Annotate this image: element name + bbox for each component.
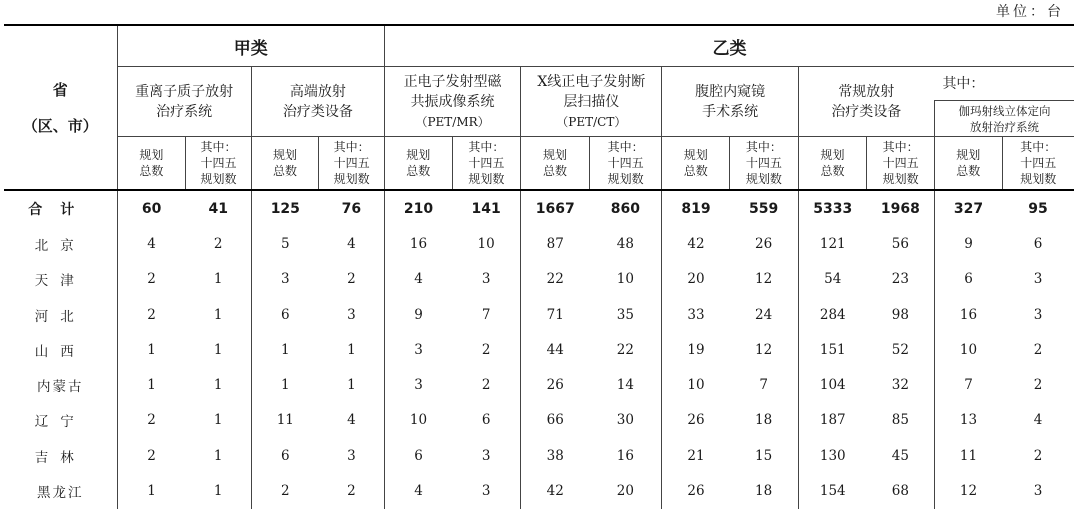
province-header xyxy=(4,25,117,190)
device-laparoscope-header xyxy=(662,67,798,137)
table-body xyxy=(4,190,1074,509)
province-name: 北京 xyxy=(34,237,86,254)
value-cell: 3 xyxy=(347,447,356,464)
value-cell: 52 xyxy=(891,341,909,358)
table-row xyxy=(4,332,1074,367)
value-cell: 2 xyxy=(213,235,223,252)
value-cell: 68 xyxy=(891,483,909,500)
province-name: 辽宁 xyxy=(34,414,86,431)
value-cell: 1 xyxy=(213,306,223,323)
value-cell: 48 xyxy=(616,235,634,252)
value-cell: 30 xyxy=(616,412,634,429)
planned-14th-header xyxy=(589,137,662,191)
value-cell: 2 xyxy=(117,438,186,473)
value-cell: 22 xyxy=(521,262,590,297)
device-high-end-radiotherapy-header xyxy=(251,67,384,137)
device-heavy-ion-line2: 治疗系统 xyxy=(156,103,213,120)
value-cell: 6 xyxy=(481,412,491,429)
value-cell: 26 xyxy=(662,473,730,508)
table-row xyxy=(4,403,1074,438)
value-cell: 2 xyxy=(251,473,319,508)
value-cell: 9 xyxy=(934,226,1002,261)
province-name: 吉林 xyxy=(34,449,86,466)
value-cell: 6 xyxy=(934,262,1002,297)
value-cell: 4 xyxy=(117,226,186,261)
value-cell: 1 xyxy=(117,367,186,402)
planned-total-line1: 规划 xyxy=(542,148,567,162)
device-high-end-line1: 高端放射 xyxy=(289,83,346,100)
value-cell: 20 xyxy=(662,262,730,297)
planned-14th-line3: 规划数 xyxy=(1020,172,1057,186)
value-cell: 26 xyxy=(662,403,730,438)
value-cell: 1 xyxy=(251,332,319,367)
value-cell: 44 xyxy=(521,332,590,367)
planned-14th-line2: 十四五 xyxy=(333,156,370,170)
value-cell: 71 xyxy=(521,297,590,332)
value-cell: 1 xyxy=(213,377,223,394)
value-cell: 10 xyxy=(384,403,452,438)
planned-total-line1: 规划 xyxy=(683,148,708,162)
device-pet-ct-line3: （PET/CT） xyxy=(556,114,627,129)
planned-14th-line3: 规划数 xyxy=(468,172,505,186)
value-cell: 104 xyxy=(798,367,867,402)
value-cell: 22 xyxy=(616,341,634,358)
value-cell: 11 xyxy=(934,438,1002,473)
province-header-line2: （区、市） xyxy=(22,116,98,135)
value-cell: 2 xyxy=(117,403,186,438)
value-cell: 56 xyxy=(891,235,909,252)
province-name: 内蒙古 xyxy=(37,379,84,396)
device-conventional-line2: 治疗类设备 xyxy=(831,103,902,120)
value-cell: 11 xyxy=(251,403,319,438)
device-pet-mr-line3: （PET/MR） xyxy=(415,114,490,129)
table-row xyxy=(4,262,1074,297)
device-pet-mr-line2: 共振成像系统 xyxy=(410,93,495,110)
value-cell: 3 xyxy=(481,447,491,464)
value-cell: 3 xyxy=(251,262,319,297)
planned-total-header xyxy=(117,137,186,191)
value-cell: 10 xyxy=(616,271,634,288)
value-cell: 54 xyxy=(798,262,867,297)
province-header-line1: 省 xyxy=(52,80,68,99)
gamma-knife-line1: 伽玛射线立体定向 xyxy=(958,103,1051,118)
value-cell: 12 xyxy=(755,341,773,358)
planned-14th-line3: 规划数 xyxy=(882,172,919,186)
planned-total-line2: 总数 xyxy=(820,164,845,178)
value-cell: 60 xyxy=(117,190,186,226)
planned-total-line1: 规划 xyxy=(273,148,298,162)
value-cell: 2 xyxy=(117,297,186,332)
value-cell: 6 xyxy=(251,297,319,332)
value-cell: 1 xyxy=(213,341,223,358)
value-cell: 38 xyxy=(521,438,590,473)
gamma-knife-line2: 放射治疗系统 xyxy=(969,119,1039,134)
value-cell: 4 xyxy=(384,262,452,297)
value-cell: 45 xyxy=(891,447,909,464)
device-conventional-radiotherapy-header xyxy=(798,67,934,137)
value-cell: 7 xyxy=(759,377,768,394)
planned-14th-line3: 规划数 xyxy=(200,172,237,186)
planned-total-line1: 规划 xyxy=(956,148,981,162)
planned-14th-line2: 十四五 xyxy=(468,156,505,170)
value-cell: 6 xyxy=(1033,235,1043,252)
planned-14th-line3: 规划数 xyxy=(745,172,782,186)
value-cell: 284 xyxy=(798,297,867,332)
value-cell: 66 xyxy=(521,403,590,438)
value-cell: 3 xyxy=(1033,271,1043,288)
device-pet-ct-line2: 层扫描仪 xyxy=(563,93,620,110)
planned-total-line2: 总数 xyxy=(273,164,298,178)
value-cell: 3 xyxy=(384,332,452,367)
device-pet-ct-line1: X线正电子发射断 xyxy=(537,73,646,90)
province-name: 河北 xyxy=(34,308,86,325)
total-row xyxy=(4,190,1074,226)
planned-14th-line2: 十四五 xyxy=(1020,156,1057,170)
planned-14th-line3: 规划数 xyxy=(607,172,644,186)
value-cell: 2 xyxy=(1033,341,1043,358)
value-cell: 559 xyxy=(749,200,779,217)
value-cell: 23 xyxy=(891,271,909,288)
value-cell: 26 xyxy=(755,235,773,252)
planned-total-line1: 规划 xyxy=(820,148,845,162)
value-cell: 14 xyxy=(616,377,634,394)
province-name: 天津 xyxy=(34,273,86,290)
device-pet-ct-header xyxy=(521,67,662,137)
value-cell: 2 xyxy=(481,341,491,358)
value-cell: 10 xyxy=(934,332,1002,367)
value-cell: 98 xyxy=(891,306,909,323)
value-cell: 2 xyxy=(347,271,356,288)
value-cell: 41 xyxy=(208,200,228,217)
planned-14th-line2: 十四五 xyxy=(607,156,644,170)
value-cell: 4 xyxy=(1033,412,1043,429)
planned-total-line1: 规划 xyxy=(406,148,431,162)
device-conventional-line1: 常规放射 xyxy=(838,83,895,100)
value-cell: 10 xyxy=(477,235,495,252)
value-cell: 2 xyxy=(117,262,186,297)
device-heavy-ion-line1: 重离子质子放射 xyxy=(135,83,234,100)
value-cell: 1667 xyxy=(521,190,590,226)
value-cell: 95 xyxy=(1028,200,1048,217)
value-cell: 1 xyxy=(117,332,186,367)
unit-label: 单位：台 xyxy=(996,4,1064,20)
value-cell: 4 xyxy=(347,235,356,252)
planned-total-line1: 规划 xyxy=(139,148,164,162)
value-cell: 32 xyxy=(891,377,909,394)
value-cell: 7 xyxy=(934,367,1002,402)
value-cell: 12 xyxy=(755,271,773,288)
value-cell: 187 xyxy=(798,403,867,438)
value-cell: 3 xyxy=(1033,306,1043,323)
table-row xyxy=(4,473,1074,508)
planned-14th-line2: 十四五 xyxy=(200,156,237,170)
planned-total-line2: 总数 xyxy=(956,164,981,178)
value-cell: 35 xyxy=(616,306,634,323)
table-row xyxy=(4,367,1074,402)
value-cell: 130 xyxy=(798,438,867,473)
value-cell: 42 xyxy=(521,473,590,508)
value-cell: 10 xyxy=(662,367,730,402)
device-laparoscope-line2: 手术系统 xyxy=(702,103,759,120)
table-row xyxy=(4,438,1074,473)
planned-total-header xyxy=(662,137,730,191)
value-cell: 24 xyxy=(755,306,773,323)
planned-14th-line1: 其中： xyxy=(200,140,237,154)
value-cell: 3 xyxy=(1033,483,1043,500)
value-cell: 2 xyxy=(1033,377,1043,394)
planned-total-header xyxy=(934,137,1002,191)
value-cell: 1 xyxy=(213,271,223,288)
planned-total-header xyxy=(251,137,319,191)
planned-14th-header xyxy=(730,137,799,191)
value-cell: 2 xyxy=(1033,447,1043,464)
planned-14th-line1: 其中： xyxy=(333,140,370,154)
value-cell: 5333 xyxy=(798,190,867,226)
planned-total-line2: 总数 xyxy=(683,164,708,178)
value-cell: 18 xyxy=(755,483,773,500)
value-cell: 19 xyxy=(662,332,730,367)
planned-total-line2: 总数 xyxy=(139,164,164,178)
value-cell: 1 xyxy=(213,483,223,500)
value-cell: 3 xyxy=(481,483,491,500)
planned-14th-header xyxy=(1002,137,1074,191)
device-pet-mr-header xyxy=(384,67,520,137)
planned-14th-line2: 十四五 xyxy=(882,156,919,170)
value-cell: 15 xyxy=(755,447,773,464)
value-cell: 125 xyxy=(251,190,319,226)
value-cell: 327 xyxy=(934,190,1002,226)
value-cell: 26 xyxy=(521,367,590,402)
device-high-end-line2: 治疗类设备 xyxy=(282,103,353,120)
table-row xyxy=(4,297,1074,332)
value-cell: 210 xyxy=(384,190,452,226)
province-name: 山西 xyxy=(34,343,86,360)
value-cell: 4 xyxy=(347,412,356,429)
planned-14th-header xyxy=(186,137,252,191)
value-cell: 16 xyxy=(616,447,634,464)
device-heavy-ion-header xyxy=(117,67,251,137)
table-row xyxy=(4,226,1074,261)
planned-14th-line1: 其中： xyxy=(468,140,505,154)
value-cell: 154 xyxy=(798,473,867,508)
value-cell: 21 xyxy=(662,438,730,473)
value-cell: 2 xyxy=(347,483,356,500)
value-cell: 1968 xyxy=(880,200,920,217)
group-b-header: 乙类 xyxy=(384,25,1074,67)
table-header xyxy=(4,25,1074,190)
value-cell: 1 xyxy=(213,412,223,429)
value-cell: 1 xyxy=(347,341,356,358)
value-cell: 85 xyxy=(891,412,909,429)
planned-14th-line1: 其中： xyxy=(607,140,644,154)
value-cell: 16 xyxy=(384,226,452,261)
value-cell: 1 xyxy=(213,447,223,464)
group-a-header: 甲类 xyxy=(117,25,384,67)
planned-14th-line3: 规划数 xyxy=(333,172,370,186)
planned-total-header xyxy=(798,137,867,191)
value-cell: 76 xyxy=(341,200,362,217)
planned-total-line2: 总数 xyxy=(542,164,567,178)
planned-14th-header xyxy=(452,137,521,191)
value-cell: 5 xyxy=(251,226,319,261)
value-cell: 12 xyxy=(934,473,1002,508)
value-cell: 860 xyxy=(610,200,640,217)
value-cell: 6 xyxy=(384,438,452,473)
gamma-knife-header xyxy=(934,101,1074,137)
value-cell: 7 xyxy=(481,306,491,323)
value-cell: 2 xyxy=(481,377,491,394)
planned-total-line2: 总数 xyxy=(406,164,431,178)
device-pet-mr-line1: 正电子发射型磁 xyxy=(403,73,502,90)
of-which-label: 其中： xyxy=(934,67,1074,101)
value-cell: 1 xyxy=(347,377,356,394)
value-cell: 3 xyxy=(384,367,452,402)
value-cell: 16 xyxy=(934,297,1002,332)
value-cell: 3 xyxy=(347,306,356,323)
planned-14th-line2: 十四五 xyxy=(745,156,782,170)
value-cell: 819 xyxy=(662,190,730,226)
value-cell: 87 xyxy=(521,226,590,261)
value-cell: 3 xyxy=(481,271,491,288)
value-cell: 4 xyxy=(384,473,452,508)
value-cell: 20 xyxy=(616,483,634,500)
value-cell: 121 xyxy=(798,226,867,261)
province-name: 合计 xyxy=(28,201,93,218)
province-name: 黑龙江 xyxy=(37,485,84,502)
planned-total-header xyxy=(521,137,590,191)
planned-14th-line1: 其中： xyxy=(1020,140,1057,154)
equipment-plan-table xyxy=(4,24,1074,509)
device-laparoscope-line1: 腹腔内窥镜 xyxy=(695,83,766,100)
value-cell: 18 xyxy=(755,412,773,429)
planned-total-header xyxy=(384,137,452,191)
planned-14th-line1: 其中： xyxy=(745,140,782,154)
value-cell: 33 xyxy=(662,297,730,332)
value-cell: 42 xyxy=(662,226,730,261)
value-cell: 1 xyxy=(117,473,186,508)
planned-14th-header xyxy=(319,137,385,191)
planned-14th-line1: 其中： xyxy=(882,140,919,154)
value-cell: 13 xyxy=(934,403,1002,438)
value-cell: 9 xyxy=(384,297,452,332)
planned-14th-header xyxy=(867,137,935,191)
value-cell: 6 xyxy=(251,438,319,473)
value-cell: 1 xyxy=(251,367,319,402)
value-cell: 141 xyxy=(471,200,501,217)
value-cell: 151 xyxy=(798,332,867,367)
